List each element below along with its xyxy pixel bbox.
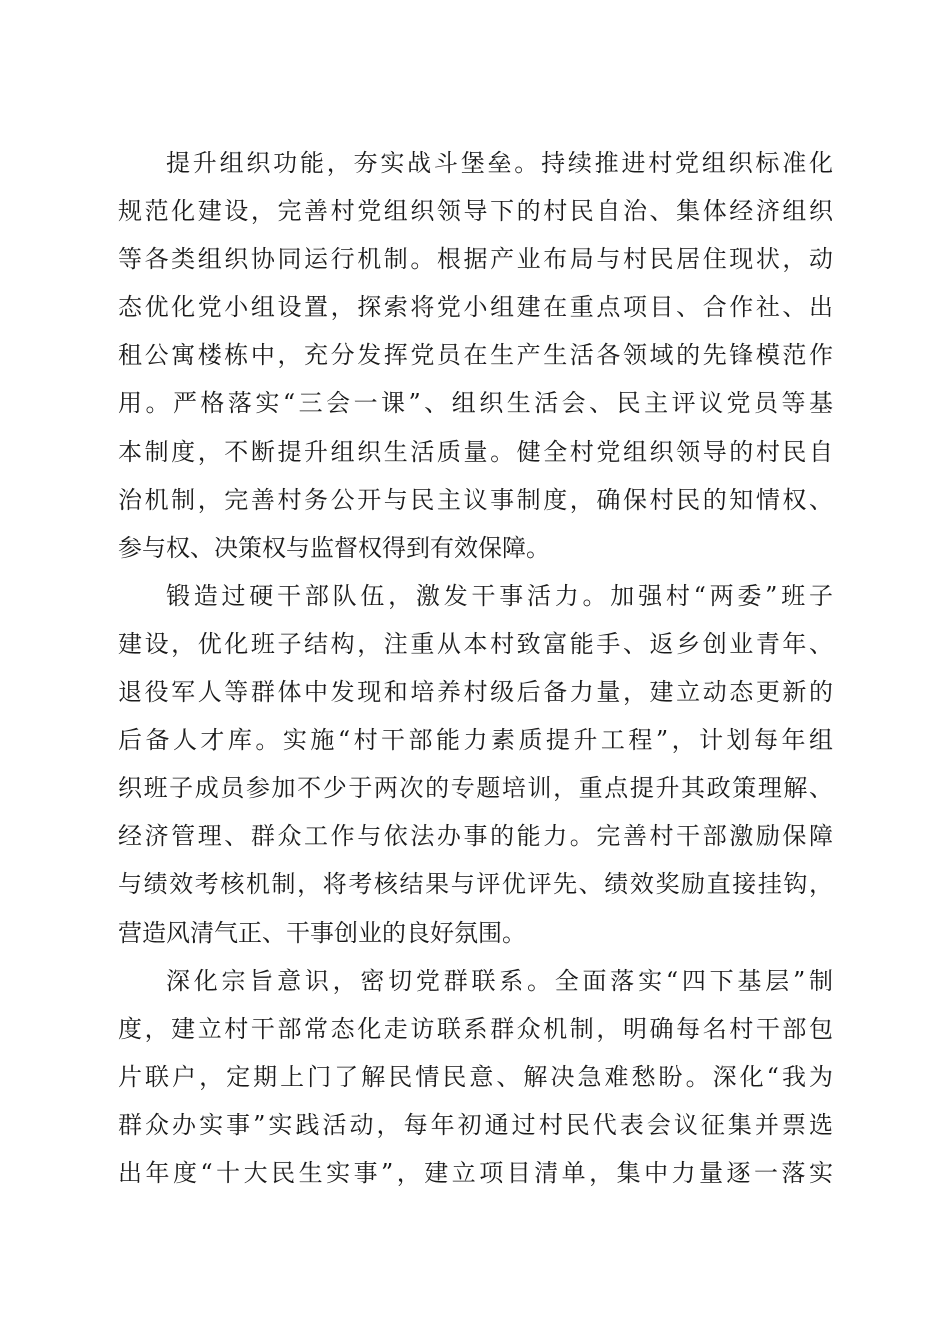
text-line: 锻造过硬干部队伍，激发干事活力。加强村“两委”班子: [166, 581, 833, 610]
text-line: 本制度，不断提升组织生活质量。健全村党组织领导的村民自: [118, 437, 833, 466]
text-line: 治机制，完善村务公开与民主议事制度，确保村民的知情权、: [118, 485, 833, 514]
text-line: 规范化建设，完善村党组织领导下的村民自治、集体经济组织: [118, 197, 833, 226]
text-line: 租公寓楼栋中，充分发挥党员在生产生活各领域的先锋模范作: [118, 341, 833, 370]
text-line: 用。严格落实“三会一课”、组织生活会、民主评议党员等基: [118, 389, 833, 418]
text-line: 片联户，定期上门了解民情民意、解决急难愁盼。深化“我为: [118, 1062, 833, 1091]
text-line: 织班子成员参加不少于两次的专题培训，重点提升其政策理解、: [118, 774, 833, 803]
paragraph-party-masses: [118, 957, 833, 1197]
text-line: 建设，优化班子结构，注重从本村致富能手、返乡创业青年、: [118, 629, 833, 658]
paragraph-organization-function: [118, 139, 833, 572]
text-line: 等各类组织协同运行机制。根据产业布局与村民居住现状，动: [118, 245, 833, 274]
text-line: 提升组织功能，夯实战斗堡垒。持续推进村党组织标准化: [166, 149, 833, 177]
text-line: 退役军人等群体中发现和培养村级后备力量，建立动态更新的: [118, 678, 833, 707]
text-line: 态优化党小组设置，探索将党小组建在重点项目、合作社、出: [118, 293, 833, 322]
text-line: 营造风清气正、干事创业的良好氛围。: [118, 918, 526, 947]
text-line: 度，建立村干部常态化走访联系群众机制，明确每名村干部包: [118, 1014, 833, 1043]
document-body: [118, 139, 833, 1197]
paragraph-cadre-team: [118, 572, 833, 957]
text-line: 后备人才库。实施“村干部能力素质提升工程”，计划每年组: [118, 726, 833, 755]
text-line: 与绩效考核机制，将考核结果与评优评先、绩效奖励直接挂钩，: [118, 870, 833, 899]
text-line: 经济管理、群众工作与依法办事的能力。完善村干部激励保障: [118, 822, 833, 851]
text-line: 出年度“十大民生实事”，建立项目清单，集中力量逐一落实: [118, 1158, 833, 1187]
text-line: 参与权、决策权与监督权得到有效保障。: [118, 533, 550, 562]
text-line: 群众办实事”实践活动，每年初通过村民代表会议征集并票选: [118, 1110, 833, 1139]
text-line: 深化宗旨意识，密切党群联系。全面落实“四下基层”制: [166, 966, 833, 995]
